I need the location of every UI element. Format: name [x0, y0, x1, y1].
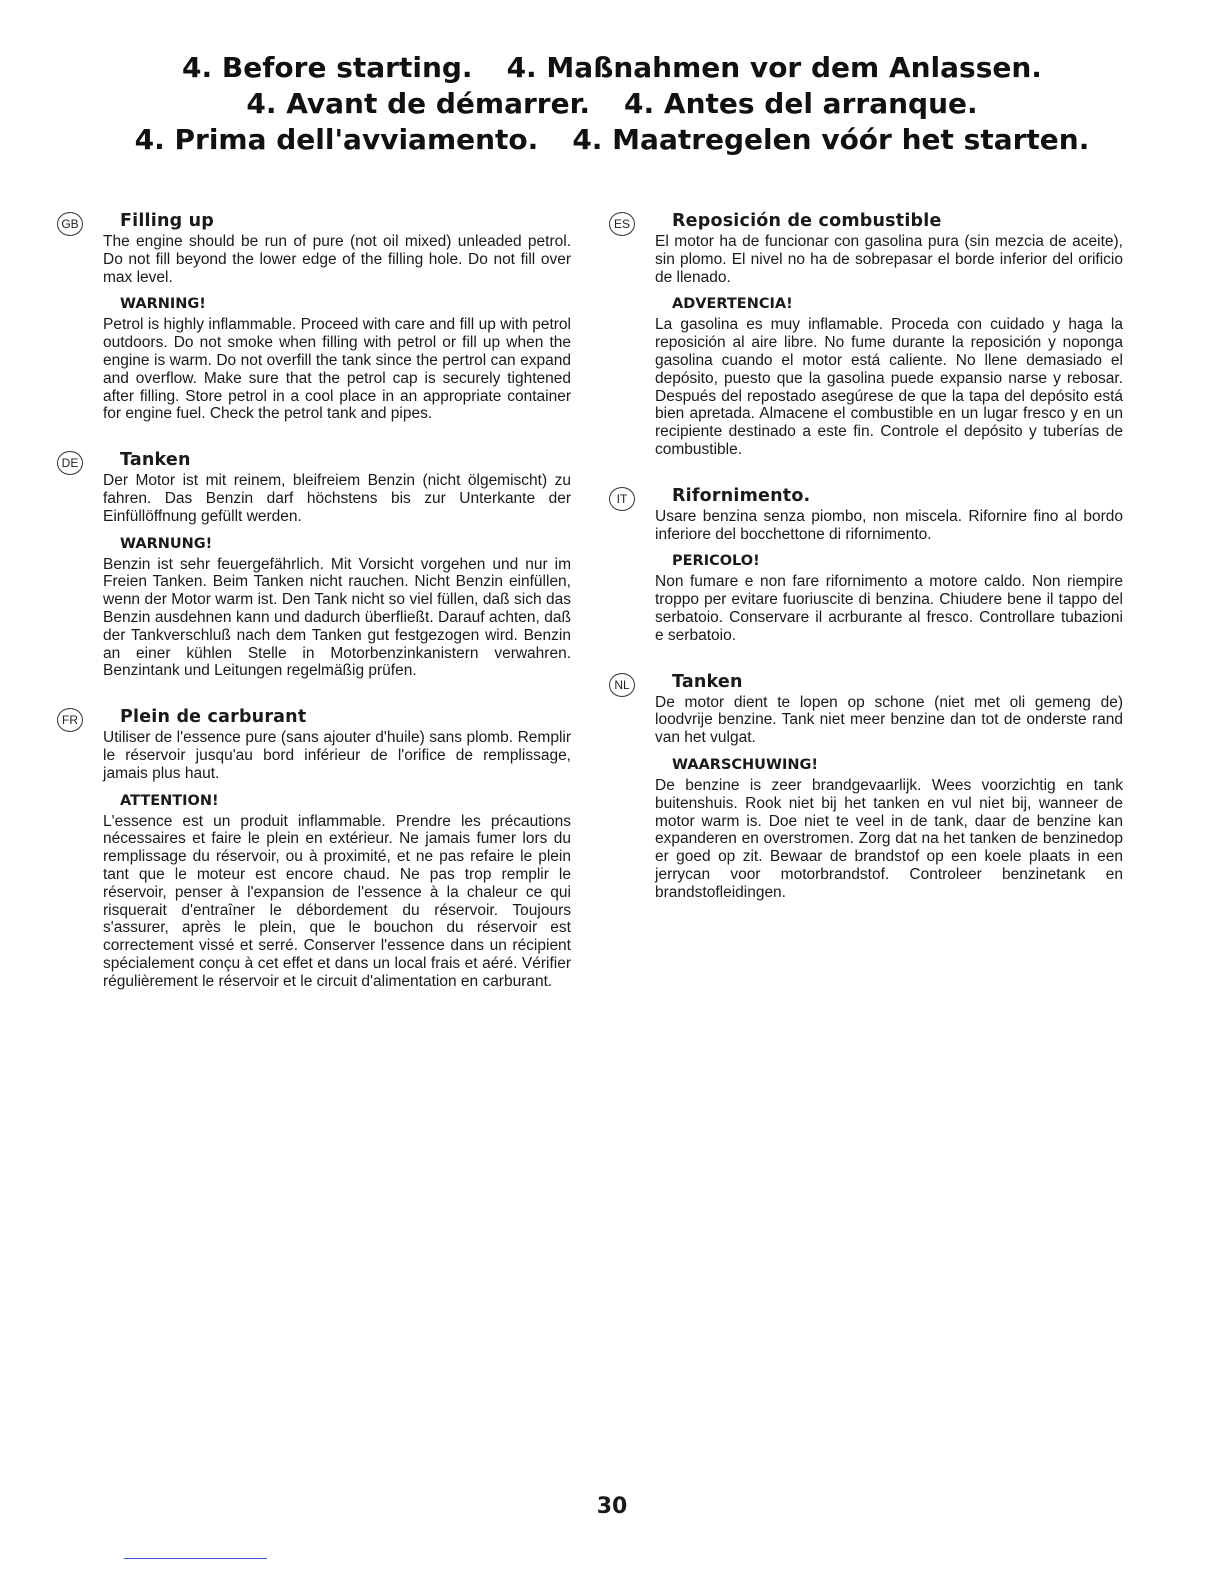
warning-title-it: PERICOLO!: [672, 553, 760, 570]
section-title-gb: Filling up: [120, 211, 215, 231]
language-badge-gb: GB: [57, 212, 83, 236]
language-badge-de: DE: [57, 451, 83, 475]
section-nl: [614, 671, 1123, 902]
section-title-nl: Tanken: [672, 671, 743, 692]
section-text-nl: De motor dient te lopen op schone (niet met oli gemeng de) loodvrije benzine. Tank niet meer benzine dan tot de onderste rand van het vulgat.: [655, 693, 1123, 747]
warning-text-nl: De benzine is zeer brandgevaarlijk. Wees voorzichtig en tank buitenshuis. Rook niet bij het tanken en vul niet bij, wanneer de motor warm is. Doe niet te veel in de tank, daar de benzine kan expanderen en overstromen. Zorg dat na het tanken de benzinedop er goed op zit. Bewaar de brandstof op een koele plaats in een jerrycan voor motorbrandstof. Controleer benzinetank en brandstofleidingen.: [655, 776, 1123, 901]
section-gb: [61, 210, 571, 423]
heading-it: 4. Prima dell'avviamento.: [134, 123, 539, 156]
page-header: [0, 50, 1224, 158]
left-column: [61, 210, 571, 1017]
section-title-it: Rifornimento.: [672, 485, 811, 506]
section-title-fr: Plein de carburant: [120, 707, 307, 728]
section-text-it: Usare benzina senza piombo, non miscela. Rifornire fino al bordo inferiore del bocchettone di rifornimento.: [655, 507, 1123, 543]
section-de: [61, 449, 571, 680]
language-badge-fr: FR: [57, 708, 83, 732]
heading-en: 4. Before starting.: [182, 51, 473, 84]
warning-title-gb: WARNING!: [120, 296, 206, 313]
heading-es: 4. Antes del arranque.: [624, 87, 978, 120]
section-text-fr: Utiliser de l'essence pure (sans ajouter d'huile) sans plomb. Remplir le réservoir jusqu'au bord inférieur de l'orifice de remplissage, jamais plus haut.: [103, 729, 571, 782]
section-title-de: Tanken: [120, 450, 191, 471]
header-line-1: [0, 50, 1224, 86]
heading-fr: 4. Avant de démarrer.: [246, 87, 591, 120]
heading-nl: 4. Maatregelen vóór het starten.: [572, 123, 1090, 156]
right-column: [613, 210, 1123, 928]
heading-de: 4. Maßnahmen vor dem Anlassen.: [506, 51, 1042, 84]
warning-text-de: Benzin ist sehr feuergefährlich. Mit Vorsicht vorgehen und nur im Freien Tanken. Beim Tanken nicht rauchen. Nicht Benzin einfüllen, wenn der Motor warm ist. Den Tank nicht so viel füllen, daß sich das Benzin ausdehnen kann und dadurch überfließt. Darauf achten, daß der Tankverschluß nach dem Tanken gut festgezogen wird. Benzin an einer kühlen Stelle in Motorbenzinkanistern verwahren. Benzintank und Leitungen regelmäßig prüfen.: [103, 555, 571, 680]
section-fr: [62, 706, 571, 990]
footer-divider: [124, 1558, 267, 1559]
section-title-es: Reposición de combustible: [672, 211, 942, 231]
warning-text-gb: Petrol is highly inflammable. Proceed with care and fill up with petrol outdoors. Do not smoke when filling with petrol or fill up when the engine is warm. Do not overfill the tank since the pertrol can expand and overflow. Make sure that the petrol cap is securely tightened after filling. Store petrol in a cool place in an appropriate container for engine fuel. Check the petrol tank and pipes.: [103, 316, 571, 423]
warning-text-fr: L'essence est un produit inflammable. Prendre les précautions nécessaires et faire le plein en extérieur. Ne jamais fumer lors du remplissage du réservoir, ou à proximité, et ne pas refaire le plein tant que le moteur est encore chaud. Ne pas trop remplir le réservoir, penser à l'expansion de l'essence à la chaleur ce qui risquerait d'entraîner le débordement du réservoir. Toujours s'assurer, après le plein, que le bouchon du réservoir est correctement vissé et serré. Conserver l'essence dans un récipient spécialement conçu à cet effet et dans un local frais et aéré. Vérifier régulièrement le réservoir et le circuit d'alimentation en carburant.: [103, 812, 571, 990]
warning-text-es: La gasolina es muy inflamable. Proceda con cuidado y haga la reposición al aire libre. No fume durante la reposición y noponga gasolina cuando el motor está caliente. No llene demasiado el depósito, puesto que la gasolina puede expansio narse y rebosar. Después del repostado asegúrese de que la tapa del depósito está bien apretada. Almacene el combustible en un lugar fresco y en un recipiente destinado a este fin. Controle el depósito y tuberías de combustible.: [655, 316, 1123, 458]
section-text-de: Der Motor ist mit reinem, bleifreiem Benzin (nicht ölgemischt) zu fahren. Das Benzin darf höchstens bis zur Unterkante der Einfüllöffnung gefüllt werden.: [103, 472, 571, 525]
warning-text-it: Non fumare e non fare rifornimento a motore caldo. Non riempire troppo per evitare fuoriuscite di benzina. Chiudere bene il tappo del serbatoio. Conservare il acrburante al fresco. Controllare tubazioni e serbatoio.: [655, 573, 1123, 644]
warning-title-fr: ATTENTION!: [120, 792, 219, 809]
language-badge-es: ES: [609, 212, 635, 236]
language-badge-it: IT: [609, 487, 635, 511]
header-line-2: [0, 86, 1224, 122]
warning-title-nl: WAARSCHUWING!: [672, 756, 818, 773]
page-number: 30: [596, 1494, 628, 1519]
section-text-es: El motor ha de funcionar con gasolina pura (sin mezcia de aceite), sin plomo. El nivel no ha de sobrepasar el borde inferior del orificio de llenado.: [655, 233, 1123, 286]
section-text-gb: The engine should be run of pure (not oil mixed) unleaded petrol. Do not fill beyond the lower edge of the filling hole. Do not fill over max level.: [103, 233, 571, 286]
warning-title-es: ADVERTENCIA!: [672, 296, 793, 313]
warning-title-de: WARNUNG!: [120, 535, 213, 552]
header-line-3: [0, 122, 1224, 158]
section-es: [613, 210, 1123, 459]
section-it: [616, 485, 1123, 645]
language-badge-nl: NL: [609, 673, 635, 697]
